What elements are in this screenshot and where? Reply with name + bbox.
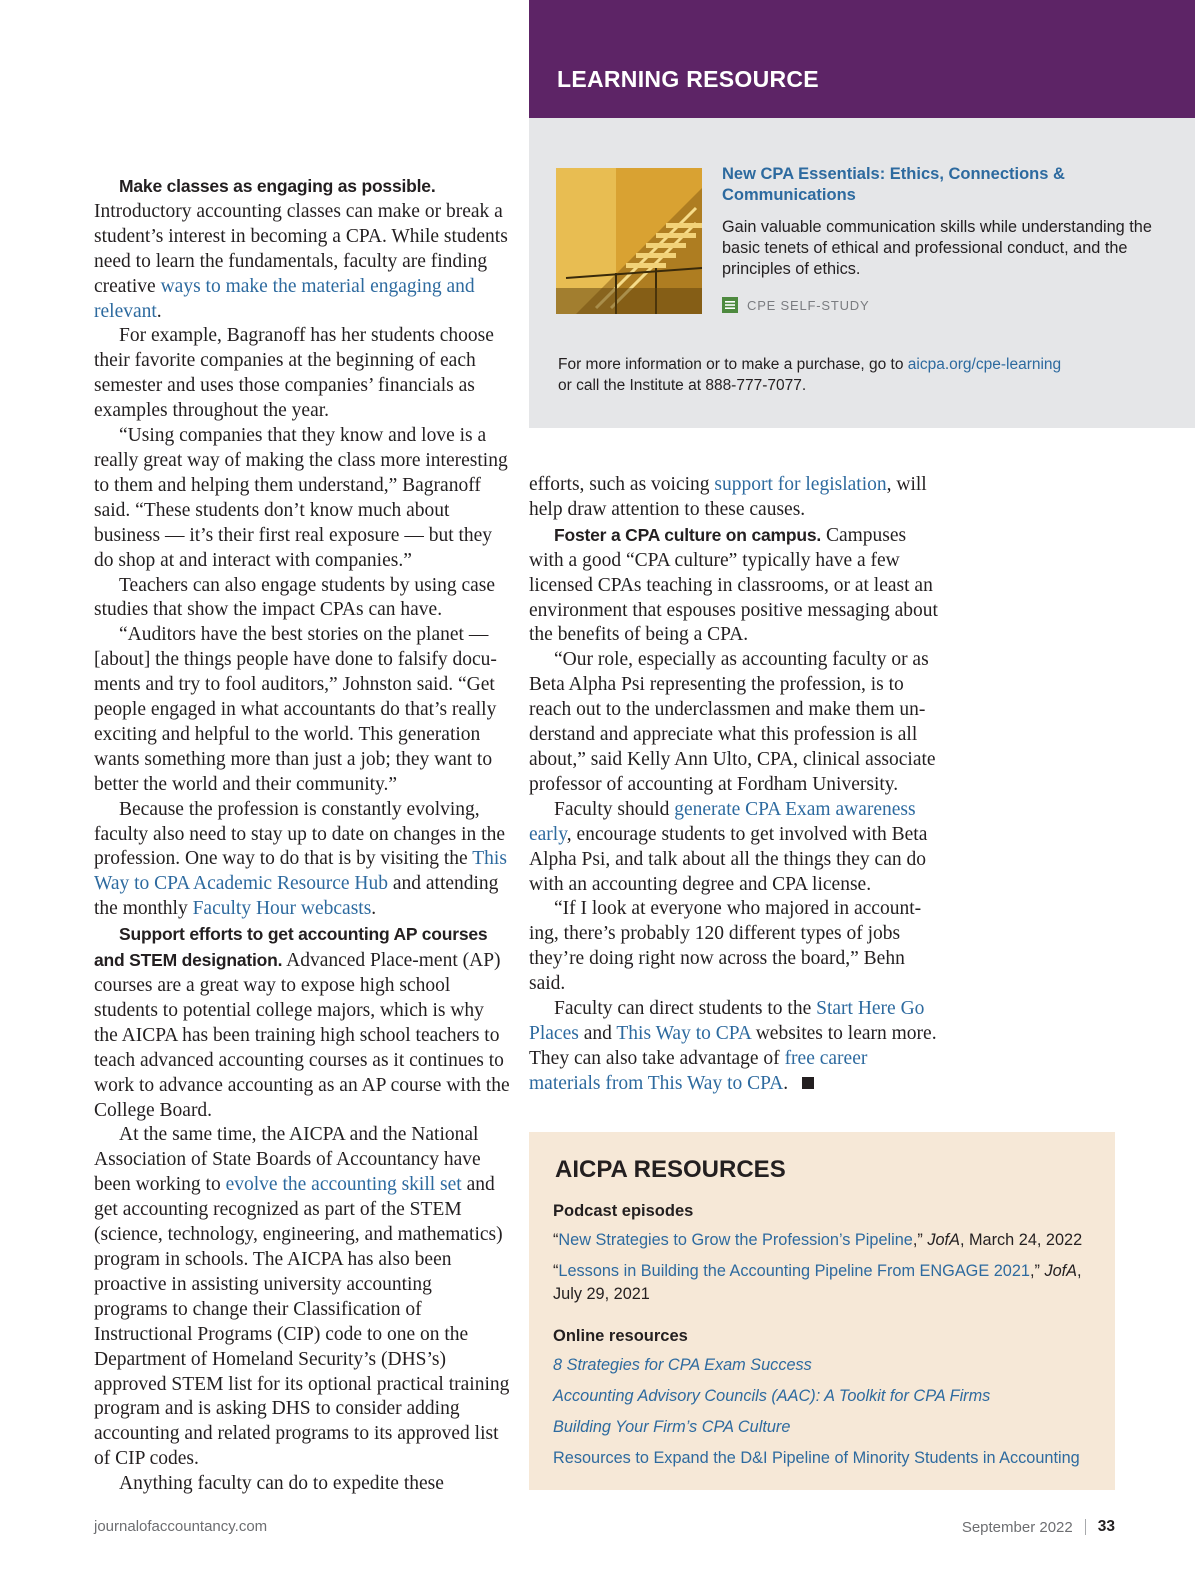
paragraph-text: Faculty should: [554, 798, 670, 820]
online-resource-link[interactable]: Accounting Advisory Councils (AAC): A Toolkit for CPA Firms: [553, 1387, 991, 1405]
course-thumbnail[interactable]: [556, 168, 702, 314]
podcast-heading: Podcast episodes: [553, 1202, 694, 1220]
paragraph: “If I look at everyone who majored in account-ing, there’s probably 120 different types of jobs they’re doing right now across the board,” Behn said.: [529, 898, 922, 995]
course-format-label: CPE SELF-STUDY: [747, 297, 870, 313]
engaging-material-link[interactable]: ways to make the material engaging and relevant: [94, 275, 475, 322]
article-column-middle: [529, 473, 939, 1097]
paragraph: “Auditors have the best stories on the planet — [about] the things people have done to falsify docu-ments and try to fool auditors,” Johnston said. “Get people engaged in what accountants do that’s really exciting and helpful to the world. This generation wants something more than just a job; they want to better the world and their community.”: [94, 624, 497, 795]
podcast-date: , July 29, 2021: [553, 1262, 1082, 1303]
section-lead-cpa-culture: Foster a CPA culture on campus.: [554, 524, 822, 545]
cpa-exam-awareness-link[interactable]: generate CPA Exam awareness early: [529, 798, 916, 845]
paragraph-text: Introductory accounting classes can make or break a student’s interest in becoming a CPA. While students need to learn the fundamentals, faculty are finding creative: [94, 200, 508, 297]
purchase-info: [558, 354, 1178, 396]
paragraph-text: , will help draw attention to these causes.: [529, 474, 927, 520]
article-column-left: [94, 174, 510, 1497]
online-resource-link[interactable]: Resources to Expand the D&I Pipeline of Minority Students in Accounting: [553, 1449, 1080, 1467]
footer-date: September 2022: [961, 1518, 1073, 1536]
paragraph-text: Faculty can direct students to the: [554, 998, 812, 1020]
paragraph: “Using companies that they know and love is a really great way of making the class more interesting to them and helping them understand,” Bagranoff said. “These students don’t know much about business — it’s their first real exposure — but they do shop at and interact with companies.”: [94, 425, 508, 571]
academic-resource-hub-link[interactable]: This Way to CPA Academic Resource Hub: [94, 848, 507, 895]
course-format: [722, 297, 1172, 313]
document-icon: [722, 297, 738, 313]
section-lead-engaging: Make classes as engaging as possible.: [119, 176, 436, 196]
this-way-to-cpa-link[interactable]: This Way to CPA: [616, 1022, 751, 1044]
podcast-date: , March 24, 2022: [959, 1231, 1083, 1249]
page-number: 33: [1097, 1518, 1115, 1535]
paragraph-text: efforts, such as voicing: [529, 474, 710, 495]
footer-issue: [962, 1518, 1115, 1536]
podcast-item: [553, 1260, 1091, 1306]
quote: “: [553, 1262, 559, 1280]
quote: ,”: [912, 1231, 923, 1249]
paragraph-text: and attending the monthly: [94, 873, 499, 920]
learning-resource-box: [529, 118, 1195, 428]
resources-title: AICPA RESOURCES: [555, 1156, 786, 1183]
paragraph-text: Campuses with a good “CPA culture” typically have a few licensed CPAs teaching in classrooms, or at least an environment that espouses positive messaging about the benefits of being a CPA.: [529, 524, 938, 646]
paragraph-text: and get accounting recognized as part of the STEM (science, technology, engineering, and mathematics) program in schools. The AICPA has also been proactive in assisting university accounting programs to change their Classification of Instructional Programs (CIP) code to one on the Department of Homeland Security’s (DHS’s) approved STEM list for its optional practical training program and is asking DHS to consider adding accounting and related programs to its approved list of CIP codes.: [94, 1174, 510, 1470]
learning-resource-header: [529, 0, 1195, 118]
course-description: Gain valuable communication skills while understanding the basic tenets of ethical and professional conduct, and the principles of ethics.: [722, 218, 1152, 278]
faculty-hour-webcasts-link[interactable]: Faculty Hour webcasts: [192, 898, 372, 920]
aicpa-resources-box: [529, 1132, 1115, 1490]
purchase-suffix: or call the Institute at 888-777-7077.: [558, 377, 807, 394]
punctuation: .: [371, 898, 377, 920]
publication-name: JofA: [927, 1231, 960, 1249]
section-lead-ap-stem: Support efforts to get accounting AP courses and STEM designation.: [94, 924, 488, 971]
podcast-item: [553, 1229, 1091, 1252]
paragraph-text: , encourage students to get involved with Beta Alpha Psi, and talk about all the things they can do with an accounting degree and CPA license.: [529, 823, 928, 895]
paragraph-text: At the same time, the AICPA and the National Association of State Boards of Accountancy have been working to: [94, 1124, 481, 1196]
support-legislation-link[interactable]: support for legislation: [714, 474, 887, 495]
paragraph-text: Advanced Place-ment (AP) courses are a great way to expose high school students to potential college majors, which is why the AICPA has been training high school teachers to teach advanced accounting courses as it continues to work to advance accounting as an AP course with the College Board.: [94, 950, 510, 1121]
paragraph-text: websites to learn more. They can also take advantage of: [529, 1022, 937, 1069]
punctuation: .: [783, 1072, 789, 1094]
online-heading: Online resources: [553, 1327, 688, 1345]
podcast-link-lessons[interactable]: Lessons in Building the Accounting Pipeline From ENGAGE 2021: [558, 1262, 1030, 1280]
online-resource-link[interactable]: Building Your Firm’s CPA Culture: [553, 1418, 791, 1436]
quote: ,”: [1029, 1262, 1040, 1280]
footer-divider: [1085, 1519, 1086, 1535]
cpe-learning-link[interactable]: aicpa.org/cpe-learning: [907, 356, 1062, 373]
course-info: [722, 164, 1172, 313]
purchase-prefix: For more information or to make a purchase, go to: [558, 356, 904, 373]
paragraph-text: and: [583, 1022, 612, 1044]
publication-name: JofA: [1044, 1262, 1078, 1280]
course-title-link[interactable]: New CPA Essentials: Ethics, Connections & Communications: [722, 165, 1065, 204]
paragraph-text: Because the profession is constantly evolving, faculty also need to stay up to date on changes in the profession. One way to do that is by visiting the: [94, 798, 506, 870]
footer-site: journalofaccountancy.com: [94, 1518, 268, 1535]
online-resource-link[interactable]: 8 Strategies for CPA Exam Success: [553, 1356, 812, 1374]
paragraph: Teachers can also engage students by using case studies that show the impact CPAs can have.: [94, 574, 496, 621]
podcast-link-strategies[interactable]: New Strategies to Grow the Profession’s Pipeline: [558, 1231, 913, 1249]
punctuation: .: [156, 300, 162, 322]
start-here-go-places-link[interactable]: Start Here Go Places: [529, 998, 925, 1044]
free-career-materials-link[interactable]: free career materials from This Way to CPA: [529, 1047, 868, 1094]
paragraph: Anything faculty can do to expedite these: [119, 1473, 444, 1495]
paragraph: “Our role, especially as accounting faculty or as Beta Alpha Psi representing the profession, is to reach out to the underclassmen and make them un-derstand and appreciate what this profession is all about,” said Kelly Ann Ulto, CPA, clinical associate professor of accounting at Fordham University.: [529, 649, 936, 795]
paragraph: For example, Bagranoff has her students choose their favorite companies at the beginning of each semester and uses those companies’ financials as examples throughout the year.: [94, 325, 494, 422]
quote: “: [553, 1231, 559, 1249]
learning-resource-title: LEARNING RESOURCE: [557, 66, 819, 92]
evolve-skill-set-link[interactable]: evolve the accounting skill set: [225, 1174, 462, 1196]
end-of-article-mark: [802, 1077, 814, 1089]
staircase-photo-illustration: [556, 168, 702, 314]
